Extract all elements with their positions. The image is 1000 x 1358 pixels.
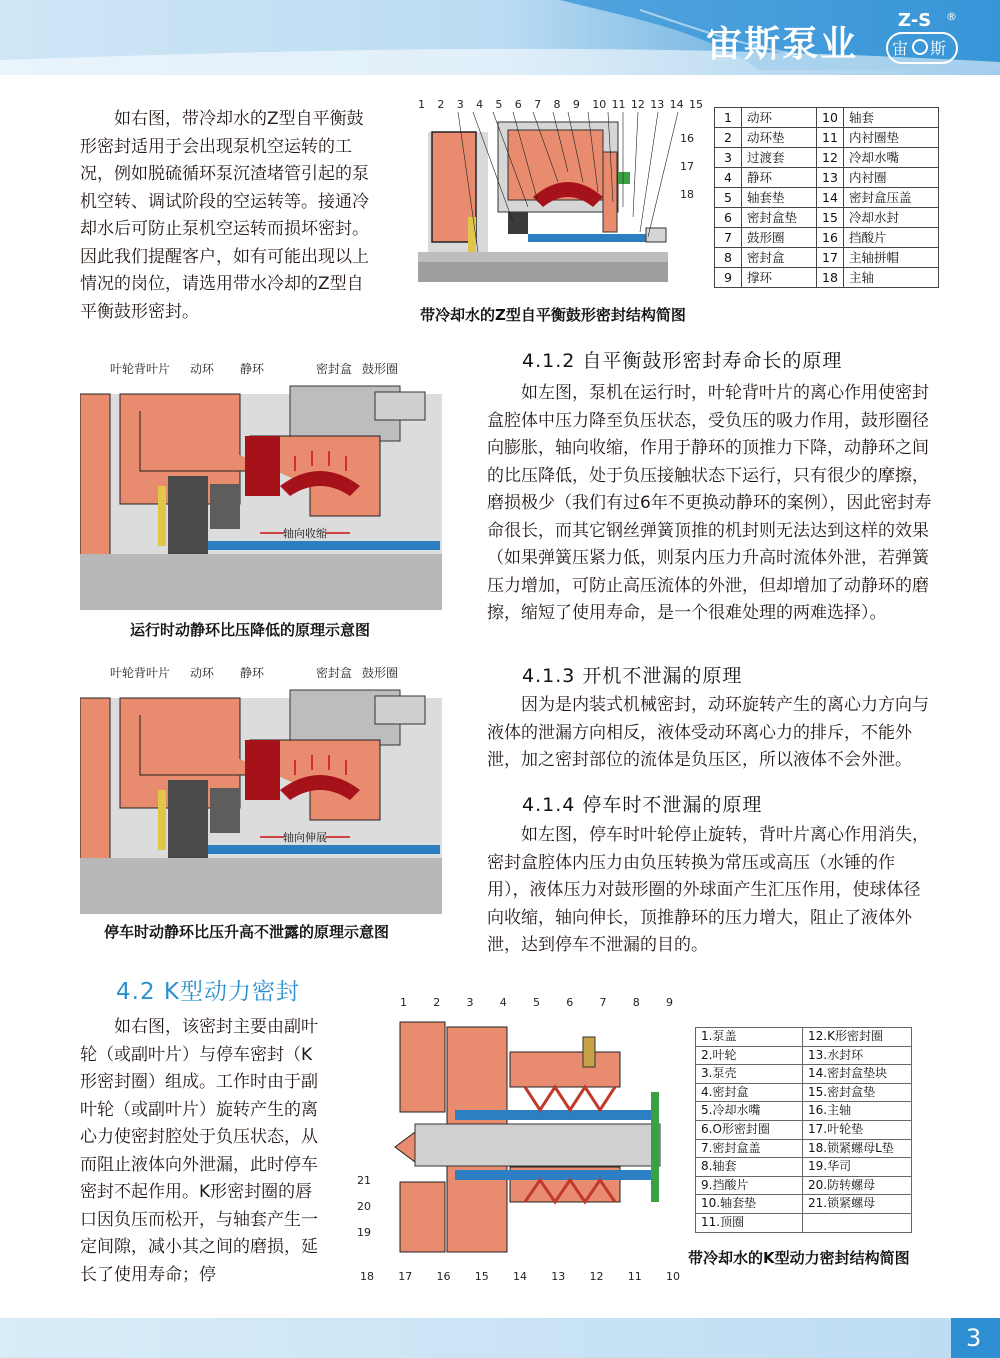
legend-number: 2: [715, 128, 742, 148]
z-seal-part-number: 11: [611, 98, 626, 111]
legend-row: [696, 1158, 912, 1177]
legend-row: [696, 1102, 912, 1121]
z-seal-part-number: 16: [680, 132, 694, 145]
intro-text: 如右图，带冷却水的Z型自平衡鼓形密封适用于会出现泵机空运转的工况，例如脱硫循环泵沉渣堵管引起的泵机空转、调试阶段的空运转等。接通冷却水后可防止泵机空运转而损坏密封。因此我们提醒客户，如有可能出现以上情况的岗位，请选用带水冷却的Z型自平衡鼓形密封。: [80, 109, 369, 322]
legend-part-name: 静环: [742, 168, 817, 188]
diagram-part-label: 叶轮背叶片: [110, 666, 171, 680]
running-drawing: [80, 376, 442, 610]
stopped-drawing: [80, 680, 442, 914]
legend-number: 3: [715, 148, 742, 168]
k-seal-part-number: 13: [551, 1270, 566, 1283]
legend-number: 16: [817, 228, 844, 248]
legend-row: [715, 208, 939, 228]
stopped-arrow-label: 轴向伸展: [283, 831, 327, 844]
z-seal-caption: 带冷却水的Z型自平衡鼓形密封结构简图: [420, 306, 686, 324]
k-seal-part-number: 18: [360, 1270, 374, 1283]
legend-entry: 3.泵壳: [696, 1065, 803, 1084]
legend-entry: 10.轴套垫: [696, 1195, 803, 1214]
diagram-part-label: 动环: [190, 362, 215, 376]
z-seal-part-number: 9: [572, 98, 580, 111]
z-seal-part-number: 6: [514, 98, 522, 111]
legend-number: 15: [817, 208, 844, 228]
k-seal-caption: 带冷却水的K型动力密封结构简图: [688, 1249, 910, 1267]
diagram-part-label: 叶轮背叶片: [110, 362, 171, 376]
paragraph-42-text: 如右图，该密封主要由副叶轮（或副叶片）与停车密封（K形密封圈）组成。工作时由于副叶轮（或副叶片）旋转产生的离心力使密封腔处于负压状态，从而阻止液体向外泄漏，此时停车密封不起作用。K形密封圈的唇口因负压而松开，与轴套产生一定间隙，减小其之间的磨损，延长了使用寿命；停: [80, 1017, 318, 1285]
k-seal-drawing: [355, 1012, 685, 1267]
heading-42: 4.2 K型动力密封: [116, 979, 300, 1005]
z-seal-part-number: 1: [418, 98, 425, 111]
paragraph-413-text: 因为是内装式机械密封，动环旋转产生的离心力方向与液体的泄漏方向相反，液体受动环离心力的排斥，不能外泄，加之密封部位的流体是负压区，所以液体不会外泄。: [487, 695, 929, 770]
legend-part-name: 密封盒: [742, 248, 817, 268]
legend-part-name: 动环: [742, 108, 817, 128]
paragraph-413: [487, 692, 942, 775]
k-seal-part-number: 11: [627, 1270, 642, 1283]
legend-row: [696, 1083, 912, 1102]
page-number: 3: [966, 1324, 982, 1352]
k-seal-part-number: 5: [533, 996, 540, 1009]
brand-logo: [884, 10, 956, 64]
legend-entry: 17.叶轮垫: [803, 1120, 912, 1139]
k-seal-part-number: 17: [398, 1270, 413, 1283]
legend-part-name: 撑环: [742, 268, 817, 288]
legend-entry: 16.主轴: [803, 1102, 912, 1121]
legend-entry: [803, 1213, 912, 1232]
legend-number: 12: [817, 148, 844, 168]
stopped-caption: 停车时动静环比压升高不泄露的原理示意图: [104, 923, 390, 941]
brand-title: 宙斯泵业: [706, 24, 859, 65]
legend-entry: 15.密封盒垫: [803, 1083, 912, 1102]
legend-entry: 14.密封盒垫块: [803, 1065, 912, 1084]
legend-part-name: 内衬圈: [844, 168, 939, 188]
k-seal-part-number: 21: [357, 1174, 371, 1187]
legend-row: [715, 188, 939, 208]
heading-413: 4.1.3 开机不泄漏的原理: [522, 665, 743, 687]
k-seal-part-number: 19: [357, 1226, 371, 1239]
z-seal-part-number: 7: [534, 98, 542, 111]
z-seal-part-number: 15: [689, 98, 703, 111]
k-seal-part-number: 4: [499, 996, 507, 1009]
k-seal-legend-table: [695, 1027, 912, 1233]
logo-left-char: 宙: [892, 39, 909, 58]
k-seal-part-number: 6: [566, 996, 574, 1009]
legend-number: 6: [715, 208, 742, 228]
diagram-part-label: 密封盒: [316, 666, 353, 680]
legend-number: 11: [817, 128, 844, 148]
legend-number: 10: [817, 108, 844, 128]
z-seal-part-number: 13: [650, 98, 665, 111]
diagram-part-label: 静环: [240, 362, 265, 376]
legend-row: [696, 1195, 912, 1214]
legend-entry: 13.水封环: [803, 1046, 912, 1065]
intro-paragraph: [80, 106, 380, 326]
legend-part-name: 内衬圈垫: [844, 128, 939, 148]
legend-entry: 18.锁紧螺母L垫: [803, 1139, 912, 1158]
running-arrow-label: 轴向收缩: [283, 527, 327, 540]
legend-row: [696, 1120, 912, 1139]
k-seal-part-number: 1: [400, 996, 407, 1009]
legend-number: 1: [715, 108, 742, 128]
k-seal-figure: [355, 996, 685, 1286]
stopped-label-row: [80, 664, 442, 680]
stopped-diagram: [80, 664, 442, 914]
legend-number: 8: [715, 248, 742, 268]
legend-row: [715, 268, 939, 288]
paragraph-412: [487, 380, 932, 628]
legend-row: [696, 1213, 912, 1232]
legend-number: 17: [817, 248, 844, 268]
k-seal-part-number: 3: [466, 996, 474, 1009]
legend-part-name: 主轴: [844, 268, 939, 288]
legend-part-name: 密封盒压盖: [844, 188, 939, 208]
k-seal-part-number: 16: [436, 1270, 451, 1283]
paragraph-414-text: 如左图，停车时叶轮停止旋转，背叶片离心作用消失，密封盒腔体内压力由负压转换为常压或高压（水锤的作用），液体压力对鼓形圈的外球面产生汇压作用，使球体径向收缩，轴向伸长，顶推静环的压力增大，阻止了液体外泄，达到停车不泄漏的目的。: [487, 825, 929, 955]
diagram-part-label: 密封盒: [316, 362, 353, 376]
running-caption: 运行时动静环比压降低的原理示意图: [130, 621, 371, 639]
z-seal-part-number: 5: [495, 98, 503, 111]
diagram-part-label: 静环: [240, 666, 265, 680]
legend-part-name: 轴套: [844, 108, 939, 128]
z-seal-figure: [418, 98, 703, 298]
logo-right-char: 斯: [930, 39, 947, 58]
legend-number: 9: [715, 268, 742, 288]
k-seal-part-number: 7: [599, 996, 607, 1009]
k-seal-part-number: 20: [357, 1200, 371, 1213]
running-diagram: [80, 360, 442, 610]
legend-number: 5: [715, 188, 742, 208]
running-label-row: [80, 360, 442, 376]
legend-part-name: 动环垫: [742, 128, 817, 148]
k-seal-part-number: 15: [474, 1270, 489, 1283]
paragraph-412-text: 如左图，泵机在运行时，叶轮背叶片的离心作用使密封盒腔体中压力降至负压状态，受负压的吸力作用，鼓形圈径向膨胀，轴向收缩，作用于静环的顶推力下降，动静环之间的比压降低，处于负压接触状态下运行，只有很少的摩擦，磨损极少（我们有过6年不更换动静环的案例），因此密封寿命很长，而其它钢丝弹簧顶推的机封则无法达到这样的效果（如果弹簧压紧力低，则泵内压力升高时流体外泄，若弹簧压力增加，可防止高压流体的外泄，但却增加了动静环的磨擦，缩短了使用寿命，是一个很难处理的两难选择）。: [487, 383, 932, 623]
legend-entry: 8.轴套: [696, 1158, 803, 1177]
legend-part-name: 挡酸片: [844, 228, 939, 248]
heading-412: 4.1.2 自平衡鼓形密封寿命长的原理: [522, 350, 843, 372]
k-seal-bottom-numbers: [360, 1270, 680, 1284]
k-seal-part-number: 10: [666, 1270, 680, 1283]
legend-entry: 5.冷却水嘴: [696, 1102, 803, 1121]
z-seal-part-number: 3: [456, 98, 464, 111]
diagram-part-label: 鼓形圈: [362, 666, 399, 680]
k-seal-top-numbers: [400, 996, 680, 1010]
k-seal-part-number: 12: [589, 1270, 604, 1283]
legend-entry: 7.密封盒盖: [696, 1139, 803, 1158]
legend-row: [715, 128, 939, 148]
z-seal-part-number: 17: [680, 160, 694, 173]
diagram-part-label: 动环: [190, 666, 215, 680]
z-seal-part-number: 12: [630, 98, 645, 111]
z-seal-part-number: 18: [680, 188, 694, 201]
legend-entry: 6.O形密封圈: [696, 1120, 803, 1139]
legend-row: [696, 1139, 912, 1158]
diagram-part-label: 鼓形圈: [362, 362, 399, 376]
legend-row: [715, 228, 939, 248]
z-seal-part-number: 2: [437, 98, 445, 111]
legend-row: [696, 1176, 912, 1195]
k-seal-part-number: 8: [632, 996, 640, 1009]
legend-row: [715, 248, 939, 268]
legend-row: [696, 1065, 912, 1084]
logo-top-text: Z-S: [898, 10, 932, 31]
z-seal-legend-table: [714, 107, 939, 288]
legend-part-name: 轴套垫: [742, 188, 817, 208]
legend-row: [715, 148, 939, 168]
legend-row: [715, 168, 939, 188]
legend-part-name: 主轴拼帽: [844, 248, 939, 268]
legend-part-name: 密封盒垫: [742, 208, 817, 228]
legend-entry: 12.K形密封圈: [803, 1028, 912, 1047]
legend-entry: 1.泵盖: [696, 1028, 803, 1047]
legend-part-name: 鼓形圈: [742, 228, 817, 248]
logo-registered: ®: [946, 10, 957, 23]
z-seal-part-number: 14: [669, 98, 684, 111]
legend-row: [696, 1028, 912, 1047]
legend-entry: 11.顶圈: [696, 1213, 803, 1232]
legend-part-name: 冷却水封: [844, 208, 939, 228]
footer-bar: [0, 1318, 1000, 1358]
z-seal-number-row: [418, 98, 703, 112]
legend-number: 13: [817, 168, 844, 188]
legend-number: 4: [715, 168, 742, 188]
legend-number: 18: [817, 268, 844, 288]
legend-row: [696, 1046, 912, 1065]
k-seal-legend: [695, 1027, 912, 1233]
legend-entry: 21.锁紧螺母: [803, 1195, 912, 1214]
legend-part-name: 冷却水嘴: [844, 148, 939, 168]
legend-entry: 19.华司: [803, 1158, 912, 1177]
legend-number: 7: [715, 228, 742, 248]
legend-entry: 4.密封盒: [696, 1083, 803, 1102]
z-seal-drawing: [418, 112, 703, 297]
z-seal-part-number: 10: [592, 98, 607, 111]
paragraph-42: [80, 1014, 325, 1289]
legend-number: 14: [817, 188, 844, 208]
legend-row: [715, 108, 939, 128]
heading-414: 4.1.4 停车时不泄漏的原理: [522, 794, 763, 816]
z-seal-legend: [714, 107, 939, 288]
legend-part-name: 过渡套: [742, 148, 817, 168]
paragraph-414: [487, 822, 932, 960]
k-seal-part-number: 9: [666, 996, 673, 1009]
legend-entry: 9.挡酸片: [696, 1176, 803, 1195]
legend-entry: 20.防转螺母: [803, 1176, 912, 1195]
legend-entry: 2.叶轮: [696, 1046, 803, 1065]
k-seal-part-number: 2: [433, 996, 441, 1009]
z-seal-part-number: 4: [476, 98, 484, 111]
logo-center-circle: [912, 39, 928, 55]
z-seal-part-number: 8: [553, 98, 561, 111]
k-seal-part-number: 14: [513, 1270, 527, 1283]
